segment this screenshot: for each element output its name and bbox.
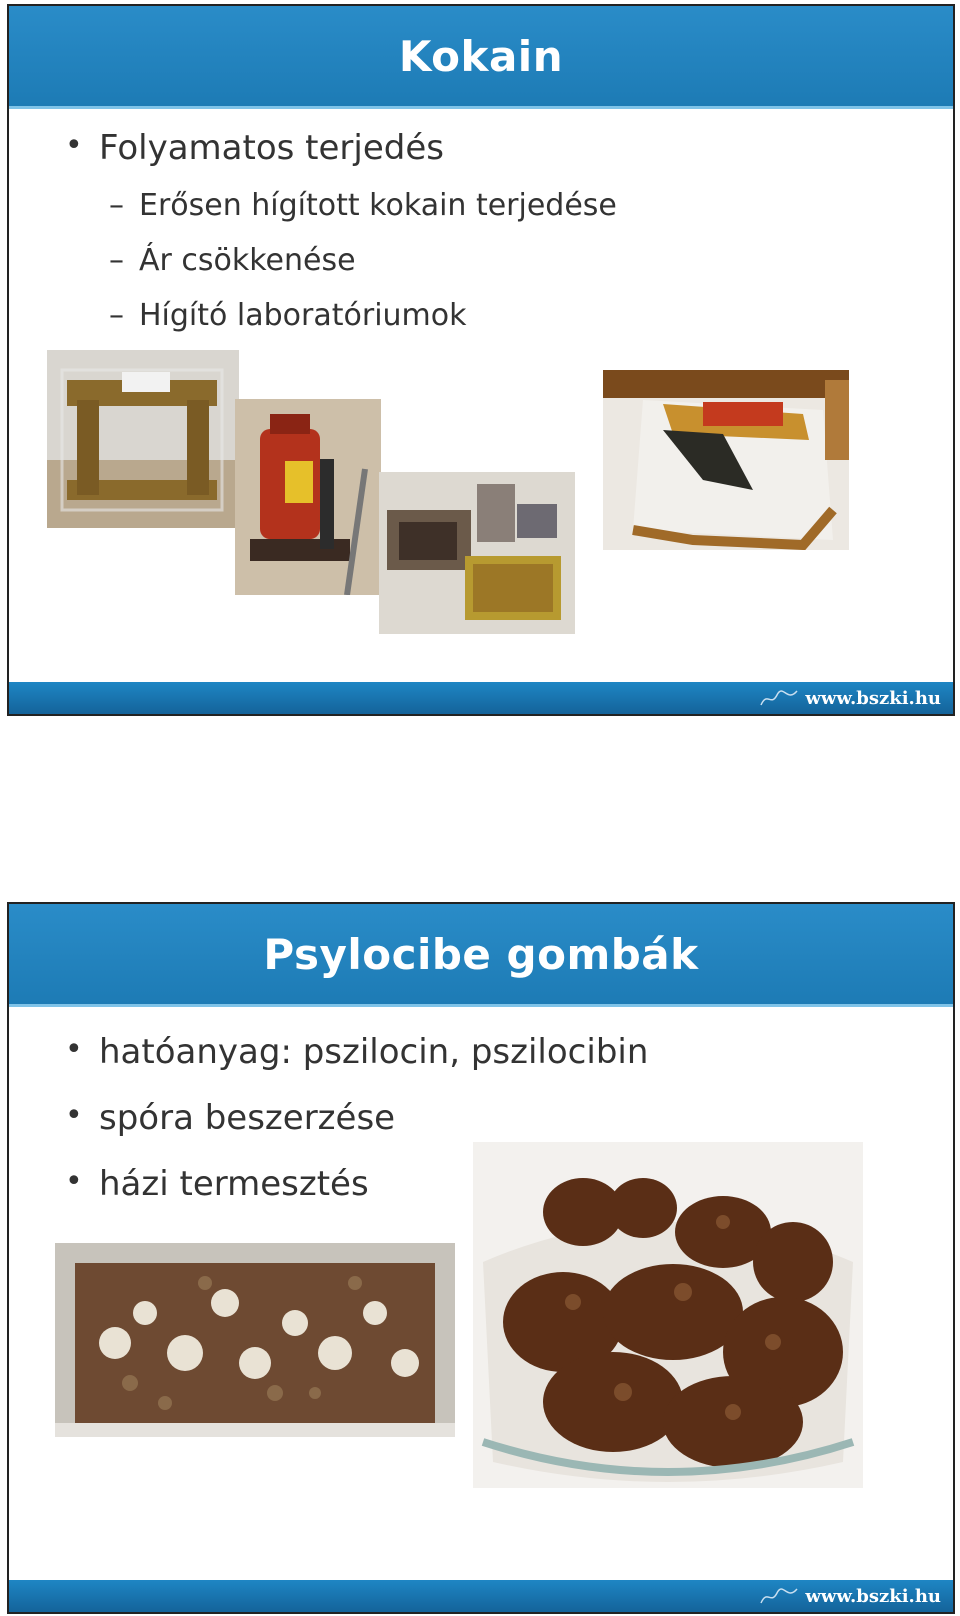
slide-title: Psylocibe gombák	[263, 929, 699, 979]
sub-bullet-item: – Erősen hígított kokain terjedése	[139, 188, 617, 223]
footer-bar	[9, 682, 953, 714]
slide-title: Kokain	[398, 31, 564, 81]
footer-bar	[9, 1580, 953, 1612]
signature-logo-icon	[759, 687, 799, 709]
photo-dried-mushrooms	[473, 1142, 863, 1488]
title-bar	[9, 904, 953, 1007]
signature-logo-icon	[759, 1585, 799, 1607]
footer-url: www.bszki.hu	[805, 1585, 941, 1607]
photo-hydraulic-jack	[235, 399, 381, 595]
footer-url: www.bszki.hu	[805, 687, 941, 709]
bullet-item: • Folyamatos terjedés	[99, 128, 444, 168]
slide-kokain	[7, 4, 955, 716]
photo-mushroom-grow-box	[55, 1243, 455, 1437]
bullet-item: • házi termesztés	[99, 1164, 369, 1204]
slide-psylocibe	[7, 902, 955, 1614]
sub-bullet-item: – Ár csökkenése	[139, 243, 356, 278]
photo-frame-press	[47, 350, 239, 528]
title-bar	[9, 6, 953, 109]
photo-wrapped-package	[603, 370, 849, 550]
bullet-item: • hatóanyag: pszilocin, pszilocibin	[99, 1032, 648, 1072]
bullet-item: • spóra beszerzése	[99, 1098, 395, 1138]
photo-press-molds	[379, 472, 575, 634]
sub-bullet-item: – Hígító laboratóriumok	[139, 298, 467, 333]
